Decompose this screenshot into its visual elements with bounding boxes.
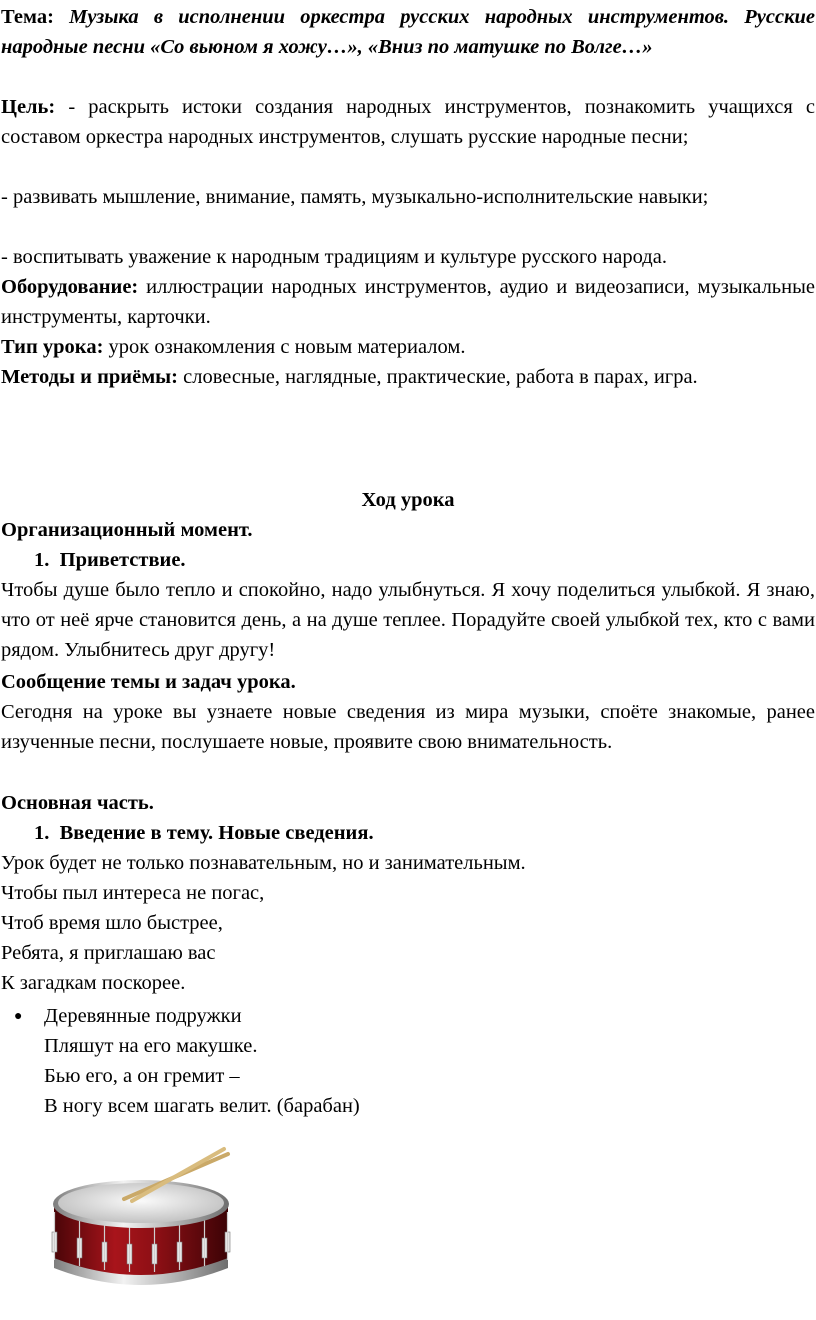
greeting-number: 1.	[34, 549, 50, 571]
topic-label: Тема:	[1, 6, 54, 28]
intro-number: 1.	[34, 822, 50, 844]
goal-paragraph	[1, 92, 815, 152]
lesson-type-label: Тип урока:	[1, 336, 104, 358]
goal-label: Цель:	[1, 96, 56, 118]
riddle-line: Пляшут на его макушке.	[44, 1035, 258, 1057]
equipment-label: Оборудование:	[1, 276, 139, 298]
intro-text: Урок будет не только познавательным, но и занимательным.	[1, 852, 526, 874]
topic-paragraph	[1, 2, 815, 62]
topic-message-heading: Сообщение темы и задач урока.	[1, 671, 296, 693]
goal-text: - раскрыть истоки создания народных инструментов, познакомить учащихся с составом оркестра народных инструментов, слушать русские народные песни;	[1, 96, 816, 148]
lesson-type-text: урок ознакомления с новым материалом.	[108, 336, 466, 358]
methods-label: Методы и приёмы:	[1, 366, 178, 388]
intro-heading	[34, 818, 374, 848]
main-part-heading: Основная часть.	[1, 792, 154, 814]
topic-text: Музыка в исполнении оркестра русских народных инструментов. Русские народные песни «Со вьюном я хожу…», «Вниз по матушке по Волге…»	[1, 6, 815, 58]
poem-line: Чтобы пыл интереса не погас,	[1, 882, 265, 904]
drum-illustration	[46, 1146, 236, 1296]
goal-develop: - развивать мышление, внимание, память, музыкально-исполнительские навыки;	[1, 186, 709, 208]
lesson-type-paragraph	[1, 332, 815, 362]
methods-text: словесные, наглядные, практические, работа в парах, игра.	[183, 366, 698, 388]
topic-message-text: Сегодня на уроке вы узнаете новые сведения из мира музыки, споёте знакомые, ранее изученные песни, послушаете новые, проявите свою внимательность.	[1, 701, 815, 753]
course-title: Ход урока	[361, 489, 455, 511]
riddle-line: Бью его, а он гремит –	[44, 1065, 240, 1087]
poem-line: К загадкам поскорее.	[1, 972, 186, 994]
goal-educate: - воспитывать уважение к народным традициям и культуре русского народа.	[1, 246, 667, 268]
riddle-line: Деревянные подружки	[44, 1005, 242, 1027]
org-moment-heading: Организационный момент.	[1, 519, 253, 541]
equipment-paragraph	[1, 272, 815, 332]
poem-line: Ребята, я приглашаю вас	[1, 942, 216, 964]
bullet-icon: ●	[14, 1009, 23, 1024]
methods-paragraph	[1, 362, 815, 392]
equipment-text: иллюстрации народных инструментов, аудио и видеозаписи, музыкальные инструменты, карточки.	[1, 276, 815, 328]
poem-line: Чтоб время шло быстрее,	[1, 912, 223, 934]
greeting-title: Приветствие.	[59, 549, 186, 571]
greeting-text: Чтобы душе было тепло и спокойно, надо улыбнуться. Я хочу поделиться улыбкой. Я знаю, что от неё ярче становится день, а на душе теплее. Порадуйте своей улыбкой тех, кто с вами рядом. Улыбнитесь друг другу!	[1, 579, 815, 661]
intro-title: Введение в тему. Новые сведения.	[59, 822, 374, 844]
riddle-line: В ногу всем шагать велит. (барабан)	[44, 1095, 360, 1117]
greeting-heading	[34, 545, 186, 575]
